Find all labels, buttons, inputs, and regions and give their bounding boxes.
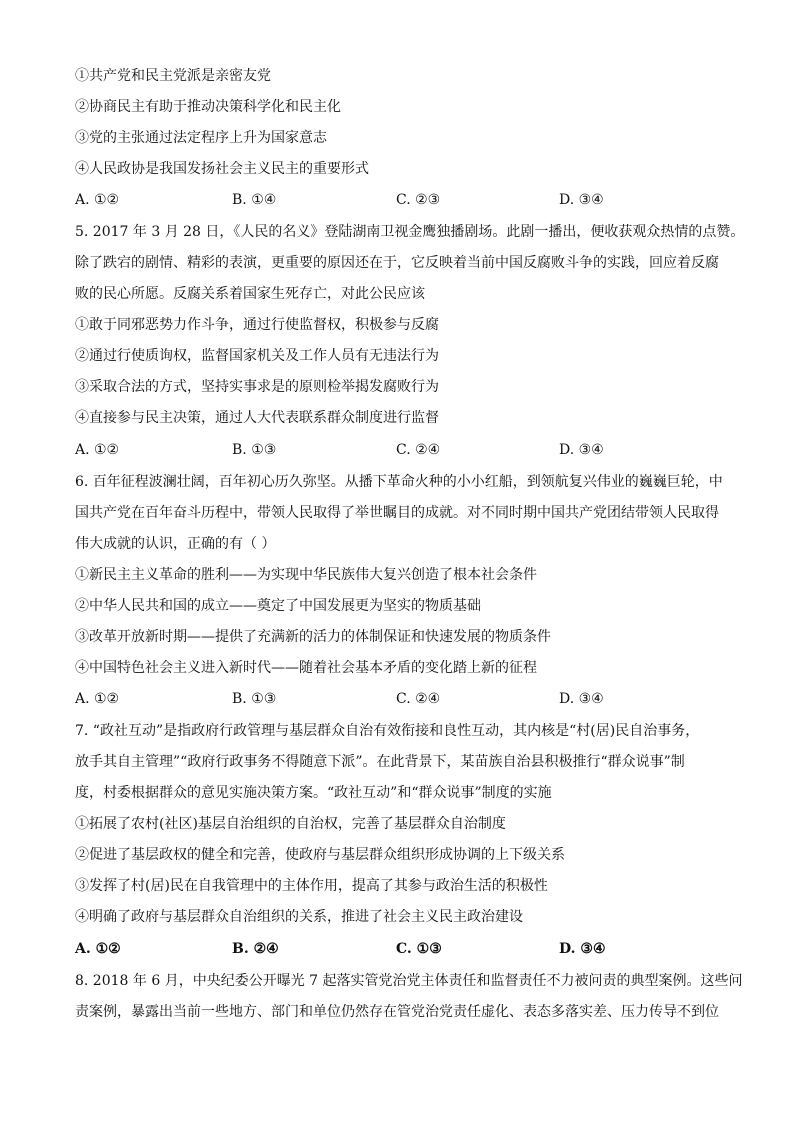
q6-item-4: ④中国特色社会主义进入新时代——随着社会基本矛盾的变化踏上新的征程 — [75, 660, 537, 676]
q7-stem-line-2: 放手其自主管理”“政府行政事务不得随意下派”。在此背景下，某苗族自治县积极推行“群众说事”制 — [75, 754, 685, 770]
q7-stem-line-3: 度，村委根据群众的意见实施决策方案。“政社互动”和“群众说事”制度的实施 — [75, 785, 552, 801]
q7-item-4: ④明确了政府与基层群众自治组织的关系，推进了社会主义民主政治建设 — [75, 909, 523, 925]
q7-options — [75, 939, 725, 959]
q4-option-a: A. ①② — [75, 192, 120, 208]
q5-item-1: ①敢于同邪恶势力作斗争，通过行使监督权，积极参与反腐 — [75, 317, 439, 333]
q7-option-a: A. ①② — [75, 941, 121, 957]
q4-item-1: ①共产党和民主党派是亲密友党 — [75, 68, 271, 84]
q6-option-d: D. ③④ — [559, 691, 604, 707]
q6-option-b: B. ①③ — [232, 691, 277, 707]
q5-stem-line-2: 除了跌宕的剧情、精彩的表演，更重要的原因还在于，它反映着当前中国反腐败斗争的实践，回应着反腐 — [75, 255, 719, 271]
q6-item-1: ①新民主主义革命的胜利——为实现中华民族伟大复兴创造了根本社会条件 — [75, 567, 537, 583]
q8-stem-line-2: 责案例，暴露出当前一些地方、部门和单位仍然存在管党治党责任虚化、表态多落实差、压力传导不到位 — [75, 1004, 719, 1020]
q6-stem-line-2: 国共产党在百年奋斗历程中，带领人民取得了举世瞩目的成就。对不同时期中国共产党团结带领人民取得 — [75, 505, 719, 521]
q6-stem-line-3: 伟大成就的认识，正确的有（ ） — [75, 536, 276, 552]
q4-item-3: ③党的主张通过法定程序上升为国家意志 — [75, 130, 327, 146]
q6-item-2: ②中华人民共和国的成立——奠定了中国发展更为坚实的物质基础 — [75, 598, 481, 614]
q5-stem-line-3: 败的民心所愿。反腐关系着国家生死存亡，对此公民应该 — [75, 286, 425, 302]
q5-option-a: A. ①② — [75, 442, 120, 458]
q7-item-1: ①拓展了农村(社区)基层自治组织的自治权，完善了基层群众自治制度 — [75, 816, 506, 832]
q8-stem-line-1: 8. 2018 年 6 月，中央纪委公开曝光 7 起落实管党治党主体责任和监督责任不力被问责的典型案例。这些问 — [75, 973, 743, 989]
q7-item-3: ③发挥了村(居)民在自我管理中的主体作用，提高了其参与政治生活的积极性 — [75, 878, 548, 894]
q4-options — [75, 190, 725, 210]
q5-item-3: ③采取合法的方式，坚持实事求是的原则检举揭发腐败行为 — [75, 379, 439, 395]
q5-stem-line-1: 5. 2017 年 3 月 28 日，《人民的名义》登陆湖南卫视金鹰独播剧场。此剧一播出，便收获观众热情的点赞。 — [75, 224, 745, 240]
q7-option-c: C. ①③ — [396, 941, 442, 957]
q4-option-b: B. ①④ — [232, 192, 277, 208]
q7-stem-line-1: 7. “政社互动”是指政府行政管理与基层群众自治有效衔接和良性互动，其内核是“村(居)民自治事务， — [75, 723, 700, 739]
q4-option-c: C. ②③ — [396, 192, 441, 208]
q6-option-c: C. ②④ — [396, 691, 441, 707]
q5-item-4: ④直接参与民主决策，通过人大代表联系群众制度进行监督 — [75, 410, 439, 426]
q4-option-d: D. ③④ — [559, 192, 604, 208]
q6-stem-line-1: 6. 百年征程波澜壮阔，百年初心历久弥坚。从播下革命火种的小小红船，到领航复兴伟业的巍巍巨轮，中 — [75, 474, 723, 490]
q7-item-2: ②促进了基层政权的健全和完善，使政府与基层群众组织形成协调的上下级关系 — [75, 847, 565, 863]
q6-option-a: A. ①② — [75, 691, 120, 707]
q5-option-d: D. ③④ — [559, 442, 604, 458]
q5-item-2: ②通过行使质询权，监督国家机关及工作人员有无违法行为 — [75, 348, 439, 364]
q4-item-4: ④人民政协是我国发扬社会主义民主的重要形式 — [75, 161, 369, 177]
q7-option-b: B. ②④ — [232, 941, 279, 957]
q7-option-d: D. ③④ — [559, 941, 606, 957]
q5-option-b: B. ①③ — [232, 442, 277, 458]
q5-option-c: C. ②④ — [396, 442, 441, 458]
q4-item-2: ②协商民主有助于推动决策科学化和民主化 — [75, 99, 341, 115]
q5-options — [75, 440, 725, 460]
q6-options — [75, 689, 725, 709]
q6-item-3: ③改革开放新时期——提供了充满新的活力的体制保证和快速发展的物质条件 — [75, 629, 551, 645]
